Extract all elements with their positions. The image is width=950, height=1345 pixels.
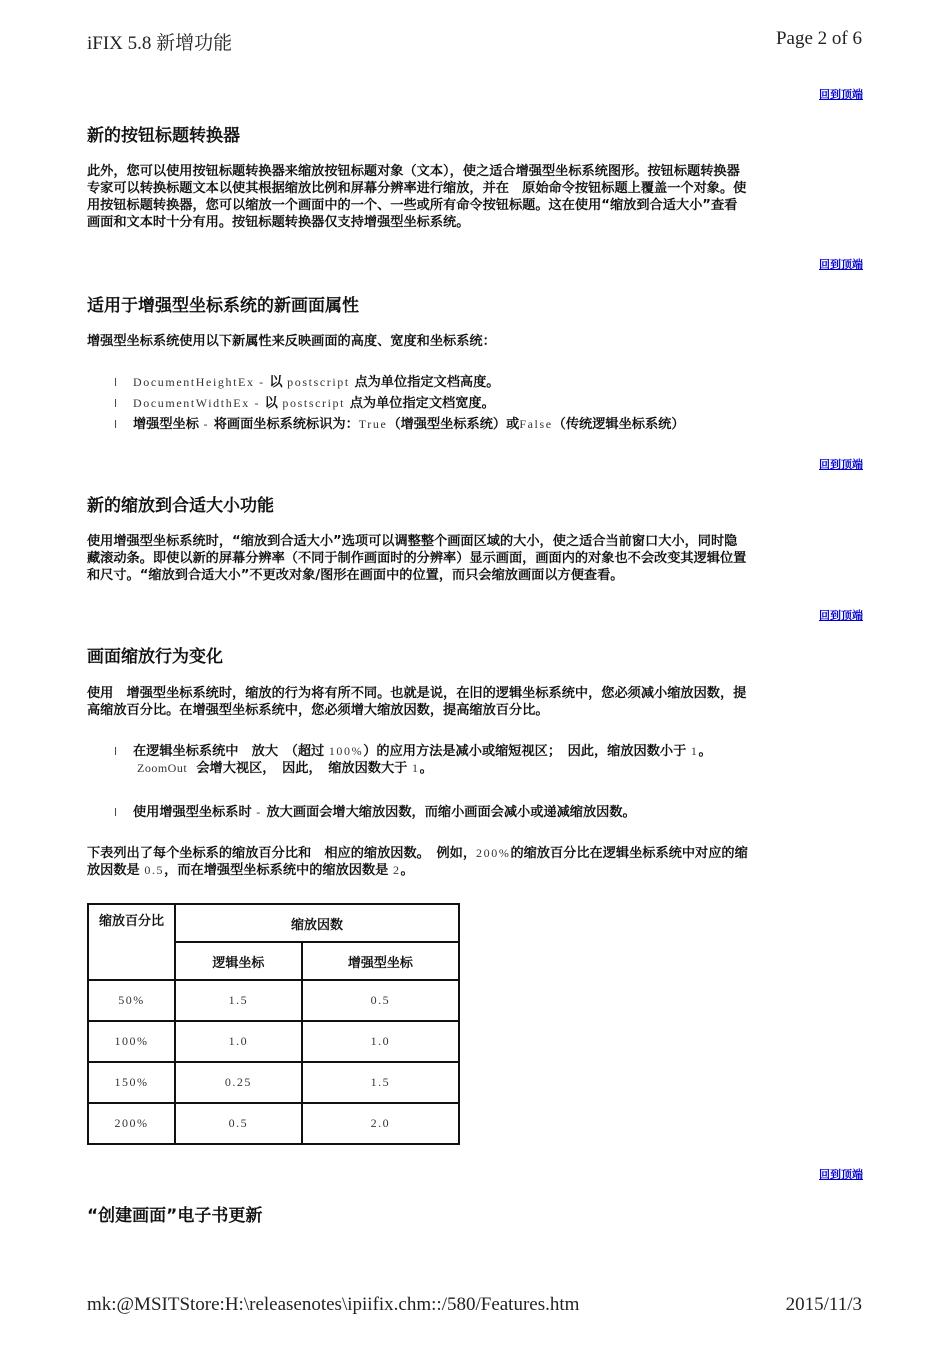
table-cell: 100%	[88, 1021, 175, 1062]
keyword: ZoomOut	[137, 761, 188, 775]
dash: -	[249, 396, 265, 410]
text: 点为单位指定文档宽度。	[349, 396, 495, 411]
keyword: False	[519, 417, 553, 431]
page-number: Page 2 of 6	[775, 28, 862, 49]
text: 。	[419, 761, 433, 776]
text: 。	[698, 744, 712, 759]
table-cell: 0.5	[175, 1103, 302, 1144]
value: 200%	[476, 846, 511, 860]
text: ，而在增强型坐标系统中的缩放因数是	[164, 863, 389, 878]
value: 1	[407, 761, 420, 775]
text: 放大画面会增大缩放因数，而缩小画面会减小或递减缩放因数。	[266, 805, 636, 820]
para-line: 使用增强型坐标系统时，“缩放到合适大小”选项可以调整整个画面区域的大小，使之适合当前窗口大小，同时隐	[87, 534, 738, 549]
back-to-top-link[interactable]: 回到顶端	[819, 1168, 863, 1181]
text: 的缩放百分比在逻辑坐标系统中对应的缩	[510, 846, 748, 861]
bullet-mark: l	[114, 806, 118, 819]
bullet-mark: l	[114, 376, 118, 389]
footer-date: 2015/11/3	[785, 1294, 862, 1315]
table-cell: 1.5	[302, 1062, 459, 1103]
table-cell: 50%	[88, 980, 175, 1021]
property-name: DocumentHeightEx	[133, 375, 255, 389]
table-row	[88, 1021, 459, 1062]
text: ）的应用方法是减小或缩短视区； 因此，缩放因数小于	[363, 744, 687, 759]
keyword: postscript	[277, 396, 350, 410]
bullet-mark: l	[114, 397, 118, 410]
section-paragraph	[87, 685, 857, 719]
text: （增强型坐标系统）或	[387, 417, 520, 432]
para-line: 使用 增强型坐标系统时，缩放的行为将有所不同。也就是说，在旧的逻辑坐标系统中，您必须减小缩放因数，提	[87, 686, 747, 701]
running-header-title: iFIX 5.8 新增功能	[87, 33, 233, 54]
para-line: 和尺寸。“缩放到合适大小”不更改对象/图形在画面中的位置，而只会缩放画面以方便查看。	[87, 568, 624, 583]
text: 。	[400, 863, 414, 878]
section-title-zoom-to-fit: 新的缩放到合适大小功能	[87, 496, 274, 516]
section-title-create-pictures-ebook: “创建画面”电子书更新	[87, 1206, 263, 1226]
text: 会增大视区， 因此， 缩放因数大于	[196, 761, 408, 776]
para-line: 画面和文本时十分有用。按钮标题转换器仅支持增强型坐标系统。	[87, 215, 470, 230]
property-name: 增强型坐标	[133, 417, 199, 432]
table-cell: 200%	[88, 1103, 175, 1144]
text: 下表列出了每个坐标系的缩放百分比和 相应的缩放因数。 例如，	[87, 846, 477, 861]
section-title-new-picture-properties: 适用于增强型坐标系统的新画面属性	[87, 296, 359, 316]
para-line: 用按钮标题转换器，您可以缩放一个画面中的一个、一些或所有命令按钮标题。这在使用“缩放到合适大小”查看	[87, 198, 738, 213]
section-intro: 增强型坐标系统使用以下新属性来反映画面的高度、宽度和坐标系统：	[87, 334, 496, 349]
table-header-zoom-percent: 缩放百分比	[88, 904, 175, 980]
value: 100%	[324, 744, 364, 758]
table-header-enhanced: 增强型坐标	[302, 942, 459, 980]
table-header-logical: 逻辑坐标	[175, 942, 302, 980]
para-line: 高缩放百分比。在增强型坐标系统中，您必须增大缩放因数，提高缩放百分比。	[87, 703, 549, 718]
text: 将画面坐标系统标识为：	[213, 417, 359, 432]
table-row	[88, 1062, 459, 1103]
keyword: postscript	[282, 375, 355, 389]
table-intro	[87, 845, 857, 879]
dash: -	[251, 805, 267, 819]
value: 1	[686, 744, 699, 758]
table-cell: 2.0	[302, 1103, 459, 1144]
table-header-zoom-factor: 缩放因数	[175, 904, 459, 942]
table-cell: 0.5	[302, 980, 459, 1021]
section-paragraph	[87, 163, 857, 231]
bullet-mark: l	[114, 418, 118, 431]
section-title-zoom-behavior: 画面缩放行为变化	[87, 647, 223, 667]
text: 点为单位指定文档高度。	[354, 375, 500, 390]
text: （传统逻辑坐标系统）	[552, 417, 685, 432]
text: 以	[269, 375, 283, 390]
value: 0.5	[139, 863, 165, 877]
text: 放因数是	[87, 863, 140, 878]
keyword: True	[358, 417, 388, 431]
section-title-button-caption-converter: 新的按钮标题转换器	[87, 126, 240, 146]
para-line: 此外，您可以使用按钮标题转换器来缩放按钮标题对象（文本），使之适合增强型坐标系统图形。按钮标题转换器	[87, 164, 740, 179]
table-row	[88, 980, 459, 1021]
table-cell: 150%	[88, 1062, 175, 1103]
table-cell: 1.5	[175, 980, 302, 1021]
text: 以	[264, 396, 278, 411]
dash: -	[254, 375, 270, 389]
text: 使用增强型坐标系时	[133, 805, 252, 820]
zoom-factor-table	[87, 903, 460, 1145]
text: 在逻辑坐标系统中 放大 （超过	[133, 744, 325, 759]
table-cell: 0.25	[175, 1062, 302, 1103]
dash: -	[198, 417, 214, 431]
table-row	[88, 1103, 459, 1144]
back-to-top-link[interactable]: 回到顶端	[819, 609, 863, 622]
section-paragraph	[87, 533, 857, 584]
footer-path: mk:@MSITStore:H:\releasenotes\ipiifix.chm::/580/Features.htm	[87, 1294, 580, 1315]
value: 2	[388, 863, 401, 877]
bullet-mark: l	[114, 745, 118, 758]
property-name: DocumentWidthEx	[133, 396, 250, 410]
table-cell: 1.0	[302, 1021, 459, 1062]
para-line: 专家可以转换标题文本以使其根据缩放比例和屏幕分辨率进行缩放，并在 原始命令按钮标题上覆盖一个对象。使	[87, 181, 747, 196]
para-line: 藏滚动条。即使以新的屏幕分辨率（不同于制作画面时的分辨率）显示画面，画面内的对象也不会改变其逻辑位置	[87, 551, 747, 566]
back-to-top-link[interactable]: 回到顶端	[819, 258, 863, 271]
back-to-top-link[interactable]: 回到顶端	[819, 88, 863, 101]
table-cell: 1.0	[175, 1021, 302, 1062]
back-to-top-link[interactable]: 回到顶端	[819, 458, 863, 471]
